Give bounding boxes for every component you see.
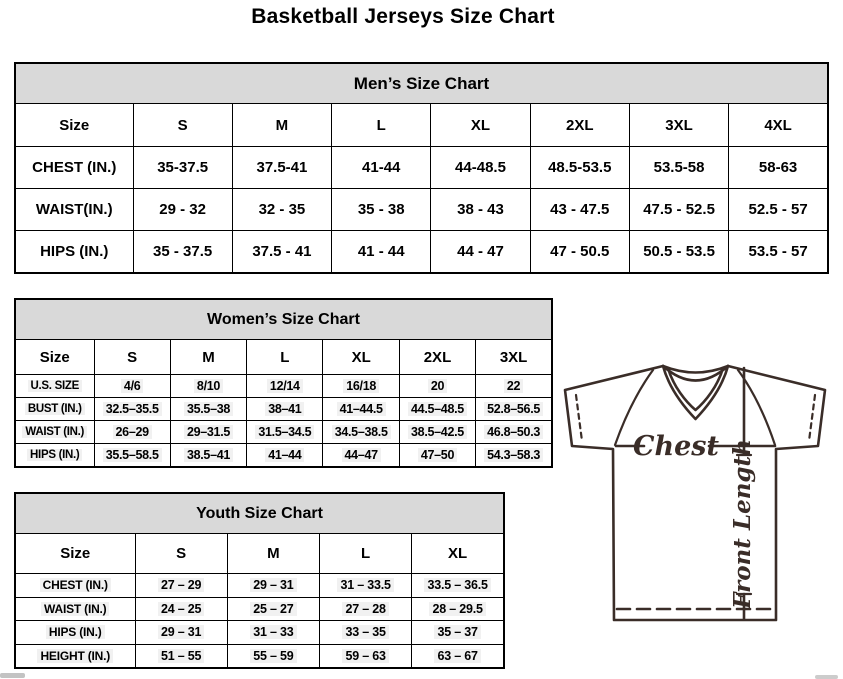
row-label bbox=[15, 621, 135, 645]
size-value: 35-37.5 bbox=[133, 147, 232, 189]
size-value-text: 27 – 28 bbox=[342, 602, 388, 616]
size-value: 53.5-58 bbox=[629, 147, 728, 189]
row-label bbox=[15, 375, 94, 398]
size-value bbox=[412, 574, 504, 598]
size-value-text: 41–44.5 bbox=[337, 402, 386, 416]
size-value-text: 54.3–58.3 bbox=[484, 448, 543, 462]
size-value: 41-44 bbox=[332, 147, 431, 189]
table-row bbox=[15, 421, 552, 444]
column-header: L bbox=[332, 104, 431, 147]
size-value: 47.5 - 52.5 bbox=[629, 189, 728, 231]
table-row bbox=[15, 189, 828, 231]
size-value-text: 59 – 63 bbox=[342, 649, 388, 663]
column-header: M bbox=[227, 534, 319, 574]
size-value-text: 28 – 29.5 bbox=[429, 602, 485, 616]
size-value bbox=[320, 597, 412, 621]
size-value-text: 24 – 25 bbox=[158, 602, 204, 616]
size-value bbox=[227, 574, 319, 598]
size-value bbox=[247, 375, 323, 398]
column-header: 2XL bbox=[530, 104, 629, 147]
column-header: XL bbox=[323, 340, 399, 375]
size-value-text: 33 – 35 bbox=[342, 625, 388, 639]
table-row bbox=[15, 444, 552, 468]
size-value-text: 16/18 bbox=[343, 379, 379, 393]
row-label: WAIST(IN.) bbox=[15, 189, 133, 231]
size-value: 58-63 bbox=[729, 147, 828, 189]
size-value: 50.5 - 53.5 bbox=[629, 231, 728, 274]
size-value bbox=[399, 398, 475, 421]
womens-table-title: Women’s Size Chart bbox=[15, 299, 552, 340]
row-label-text: HIPS (IN.) bbox=[46, 625, 105, 639]
column-header: S bbox=[135, 534, 227, 574]
size-value: 37.5 - 41 bbox=[232, 231, 331, 274]
size-value-text: 55 – 59 bbox=[250, 649, 296, 663]
size-value bbox=[399, 444, 475, 468]
row-label-text: BUST (IN.) bbox=[25, 403, 85, 415]
row-label bbox=[15, 398, 94, 421]
size-value-text: 34.5–38.5 bbox=[332, 425, 391, 439]
column-header: S bbox=[94, 340, 170, 375]
column-header: XL bbox=[431, 104, 530, 147]
size-value bbox=[476, 375, 552, 398]
column-header: 2XL bbox=[399, 340, 475, 375]
size-value bbox=[94, 398, 170, 421]
size-value bbox=[247, 421, 323, 444]
youth-table-title: Youth Size Chart bbox=[15, 493, 504, 534]
size-value bbox=[399, 421, 475, 444]
size-value-text: 46.8–50.3 bbox=[484, 425, 543, 439]
size-value-text: 35 – 37 bbox=[434, 625, 480, 639]
size-value bbox=[412, 644, 504, 668]
size-value: 32 - 35 bbox=[232, 189, 331, 231]
size-value bbox=[323, 375, 399, 398]
size-value-text: 31 – 33.5 bbox=[337, 578, 393, 592]
jersey-measurement-diagram bbox=[559, 358, 843, 650]
row-label-text: WAIST (IN.) bbox=[22, 426, 87, 438]
size-value bbox=[94, 375, 170, 398]
size-value: 48.5-53.5 bbox=[530, 147, 629, 189]
size-value: 47 - 50.5 bbox=[530, 231, 629, 274]
column-header: L bbox=[320, 534, 412, 574]
column-header: 3XL bbox=[629, 104, 728, 147]
size-value bbox=[476, 421, 552, 444]
column-header: 3XL bbox=[476, 340, 552, 375]
row-label-text: WAIST (IN.) bbox=[41, 602, 109, 616]
size-value-text: 44–47 bbox=[342, 448, 381, 462]
front-length-label: Front Length bbox=[729, 439, 756, 609]
size-value-text: 51 – 55 bbox=[158, 649, 204, 663]
size-value-text: 27 – 29 bbox=[158, 578, 204, 592]
column-header-row bbox=[15, 104, 828, 147]
page-title: Basketball Jerseys Size Chart bbox=[251, 5, 555, 28]
size-value: 35 - 37.5 bbox=[133, 231, 232, 274]
size-value-text: 32.5–35.5 bbox=[103, 402, 162, 416]
row-label: CHEST (IN.) bbox=[15, 147, 133, 189]
size-value: 37.5-41 bbox=[232, 147, 331, 189]
column-header-row bbox=[15, 340, 552, 375]
size-value bbox=[412, 597, 504, 621]
size-value-text: 29 – 31 bbox=[158, 625, 204, 639]
size-value bbox=[412, 621, 504, 645]
size-value bbox=[94, 444, 170, 468]
size-value bbox=[135, 644, 227, 668]
size-value-text: 22 bbox=[504, 379, 523, 393]
size-value: 44-48.5 bbox=[431, 147, 530, 189]
table-row bbox=[15, 597, 504, 621]
size-value bbox=[320, 621, 412, 645]
size-value-text: 20 bbox=[428, 379, 447, 393]
size-value bbox=[476, 444, 552, 468]
womens-size-table bbox=[14, 298, 553, 468]
row-label bbox=[15, 444, 94, 468]
table-title-band bbox=[15, 493, 504, 534]
column-header: S bbox=[133, 104, 232, 147]
column-header: M bbox=[170, 340, 246, 375]
size-value-text: 8/10 bbox=[194, 379, 223, 393]
chest-label: Chest bbox=[633, 431, 719, 462]
size-value: 41 - 44 bbox=[332, 231, 431, 274]
size-value-text: 35.5–58.5 bbox=[103, 448, 162, 462]
size-value: 35 - 38 bbox=[332, 189, 431, 231]
size-value bbox=[320, 644, 412, 668]
column-header: 4XL bbox=[729, 104, 828, 147]
size-value bbox=[320, 574, 412, 598]
table-title-band bbox=[15, 63, 828, 104]
size-value: 38 - 43 bbox=[431, 189, 530, 231]
row-label-text: HEIGHT (IN.) bbox=[37, 649, 113, 663]
size-value: 52.5 - 57 bbox=[729, 189, 828, 231]
row-label bbox=[15, 597, 135, 621]
size-value: 29 - 32 bbox=[133, 189, 232, 231]
table-row bbox=[15, 621, 504, 645]
size-value bbox=[399, 375, 475, 398]
size-value bbox=[170, 398, 246, 421]
mens-size-table bbox=[14, 62, 829, 274]
column-header: Size bbox=[15, 340, 94, 375]
size-value-text: 31 – 33 bbox=[250, 625, 296, 639]
size-value bbox=[476, 398, 552, 421]
size-value-text: 63 – 67 bbox=[434, 649, 480, 663]
size-value bbox=[227, 644, 319, 668]
row-label-text: HIPS (IN.) bbox=[27, 449, 82, 461]
size-value-text: 12/14 bbox=[267, 379, 303, 393]
size-value bbox=[170, 421, 246, 444]
size-value bbox=[227, 621, 319, 645]
size-value-text: 52.8–56.5 bbox=[484, 402, 543, 416]
size-value-text: 29–31.5 bbox=[184, 425, 233, 439]
mens-table-title: Men’s Size Chart bbox=[15, 63, 828, 104]
row-label-text: CHEST (IN.) bbox=[40, 578, 111, 592]
jersey-outline-shape bbox=[565, 366, 825, 620]
size-value-text: 38.5–41 bbox=[184, 448, 233, 462]
size-value-text: 29 – 31 bbox=[250, 578, 296, 592]
column-header: L bbox=[247, 340, 323, 375]
size-value-text: 38.5–42.5 bbox=[408, 425, 467, 439]
size-value-text: 38–41 bbox=[265, 402, 304, 416]
scrollbar-thumb-right[interactable] bbox=[815, 675, 838, 679]
size-value-text: 25 – 27 bbox=[250, 602, 296, 616]
column-header-row bbox=[15, 534, 504, 574]
size-value bbox=[135, 597, 227, 621]
table-row bbox=[15, 398, 552, 421]
youth-size-table bbox=[14, 492, 505, 669]
column-header: Size bbox=[15, 534, 135, 574]
table-row bbox=[15, 644, 504, 668]
size-value-text: 44.5–48.5 bbox=[408, 402, 467, 416]
size-value bbox=[94, 421, 170, 444]
size-value bbox=[170, 444, 246, 468]
size-value-text: 4/6 bbox=[121, 379, 143, 393]
table-row bbox=[15, 375, 552, 398]
table-row bbox=[15, 147, 828, 189]
table-title-band bbox=[15, 299, 552, 340]
row-label bbox=[15, 574, 135, 598]
column-header: XL bbox=[412, 534, 504, 574]
table-row bbox=[15, 574, 504, 598]
size-value-text: 33.5 – 36.5 bbox=[424, 578, 490, 592]
row-label: HIPS (IN.) bbox=[15, 231, 133, 274]
size-value-text: 35.5–38 bbox=[184, 402, 233, 416]
size-value: 44 - 47 bbox=[431, 231, 530, 274]
size-value: 53.5 - 57 bbox=[729, 231, 828, 274]
column-header: Size bbox=[15, 104, 133, 147]
size-value bbox=[323, 398, 399, 421]
size-value: 43 - 47.5 bbox=[530, 189, 629, 231]
row-label bbox=[15, 644, 135, 668]
size-value bbox=[135, 621, 227, 645]
row-label-text: U.S. SIZE bbox=[28, 380, 82, 392]
size-value bbox=[170, 375, 246, 398]
size-value-text: 26–29 bbox=[113, 425, 152, 439]
size-value-text: 47–50 bbox=[418, 448, 457, 462]
scrollbar-thumb-left[interactable] bbox=[0, 673, 25, 678]
column-header: M bbox=[232, 104, 331, 147]
size-value bbox=[247, 398, 323, 421]
table-row bbox=[15, 231, 828, 274]
size-value bbox=[323, 444, 399, 468]
size-value-text: 41–44 bbox=[265, 448, 304, 462]
size-value bbox=[227, 597, 319, 621]
size-value-text: 31.5–34.5 bbox=[255, 425, 314, 439]
size-value bbox=[247, 444, 323, 468]
row-label bbox=[15, 421, 94, 444]
size-value bbox=[323, 421, 399, 444]
size-value bbox=[135, 574, 227, 598]
